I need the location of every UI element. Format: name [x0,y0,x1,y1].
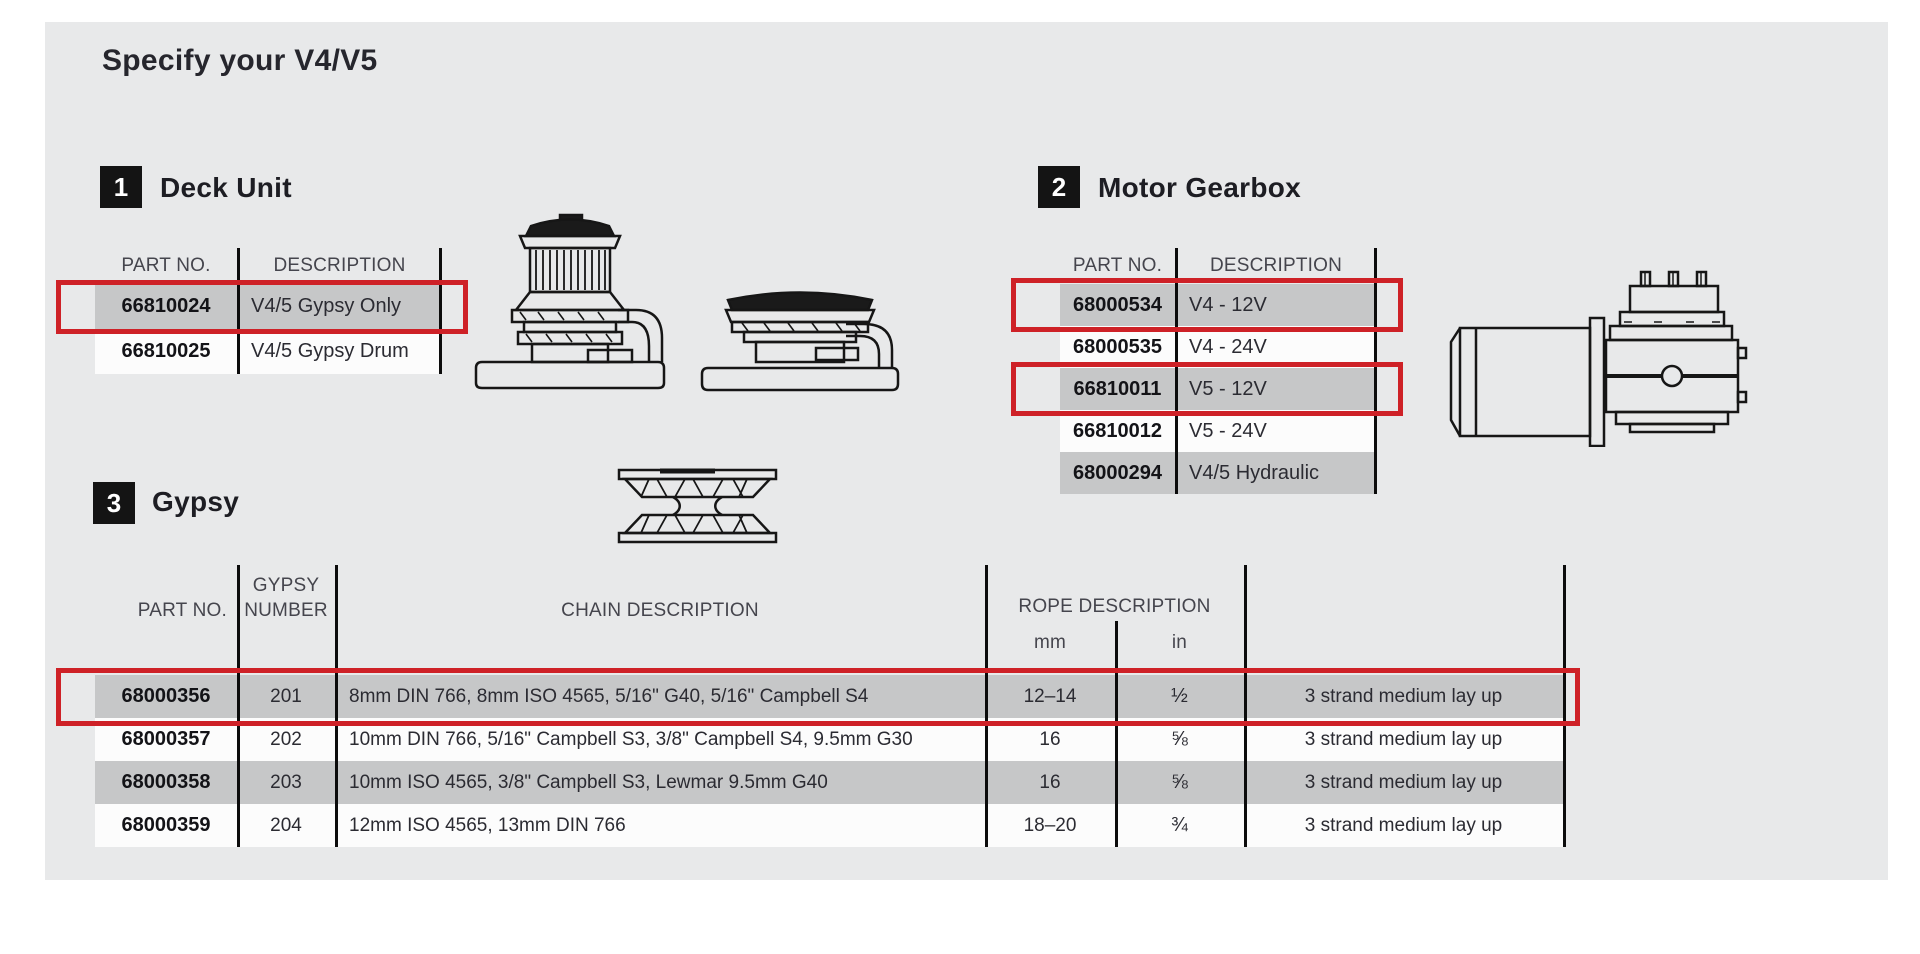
description-cell: V5 - 12V [1189,377,1267,400]
deck-unit-header-row [95,248,442,284]
column-header-gypsy-line2: NUMBER [244,600,328,621]
table-row [1060,368,1377,410]
table-right-rule [439,248,442,374]
column-header-in: in [1171,632,1188,653]
gypsy-number-cell: 204 [270,814,302,836]
rope-in-cell: ⅝ [1171,728,1188,750]
description-cell: V4/5 Gypsy Drum [251,340,409,362]
chain-description-cell: 8mm DIN 766, 8mm ISO 4565, 5/16" G40, 5/16" Campbell S4 [349,685,869,707]
gypsy-number-cell: 201 [270,685,302,707]
column-divider [237,565,240,847]
table-row [95,329,442,374]
gypsy-spool-drawing [615,466,780,546]
table-right-rule [1563,565,1566,847]
table-row [95,675,1563,718]
chain-description-cell: 10mm DIN 766, 5/16" Campbell S3, 3/8" Campbell S4, 9.5mm G30 [349,728,913,750]
part-no-cell: 68000535 [1073,335,1162,358]
section-2-badge [1038,166,1080,208]
motor-gearbox-drawing [1438,262,1758,447]
description-cell: V4 - 12V [1189,293,1267,316]
table-row [1060,410,1377,452]
column-header-part-no: PART NO. [137,600,227,621]
section-1-number: 1 [113,171,129,202]
part-no-cell: 68000358 [121,771,211,793]
column-header-rope-description: ROPE DESCRIPTION [1018,596,1211,617]
rope-mm-cell: 12–14 [1023,685,1077,707]
description-cell: V4/5 Hydraulic [1189,461,1320,484]
section-3-number: 3 [106,487,122,518]
gypsy-number-cell: 202 [270,728,302,750]
column-header-part-no: PART NO. [1072,255,1163,276]
table-row [95,718,1563,761]
table-row [1060,284,1377,326]
rope-in-cell: ¾ [1171,814,1188,836]
section-title-motor-gearbox: Motor Gearbox [1098,172,1302,203]
column-divider [1175,248,1178,494]
motor-gearbox-table [1060,248,1377,494]
table-row [95,761,1563,804]
rope-type-cell: 3 strand medium lay up [1304,814,1503,836]
column-header-gypsy-line1: GYPSY [252,575,320,596]
part-no-cell: 68000534 [1073,293,1162,316]
windlass-gypsy-only-drawing [696,284,904,392]
gypsy-table [95,565,1566,847]
part-no-cell: 68000357 [121,728,211,750]
part-no-cell: 66810012 [1073,419,1162,442]
motor-gearbox-header-row [1060,248,1377,284]
table-row [1060,452,1377,494]
windlass-gypsy-drum-drawing [468,210,673,392]
page-title: Specify your V4/V5 [102,44,378,77]
rope-mm-cell: 16 [1039,771,1061,793]
table-row [95,284,442,329]
deck-unit-table [95,248,442,374]
description-cell: V5 - 24V [1189,419,1267,442]
section-1-badge [100,166,142,208]
part-no-cell: 66810025 [121,340,211,362]
table-right-rule [1374,248,1377,494]
column-header-mm: mm [1033,632,1067,653]
rope-type-cell: 3 strand medium lay up [1304,728,1503,750]
part-no-cell: 68000356 [121,685,211,707]
section-title-gypsy: Gypsy [152,486,240,517]
description-cell: V4/5 Gypsy Only [251,295,402,317]
mm-in-divider [1115,621,1118,847]
section-3-badge [93,482,135,524]
column-header-part-no: PART NO. [121,255,211,276]
table-row [1060,326,1377,368]
rope-type-cell: 3 strand medium lay up [1304,771,1503,793]
chain-description-cell: 10mm ISO 4565, 3/8" Campbell S3, Lewmar 9.5mm G40 [349,771,828,793]
part-no-cell: 66810024 [121,295,211,317]
column-divider [1244,565,1247,847]
part-no-cell: 68000294 [1073,461,1162,484]
rope-type-cell: 3 strand medium lay up [1304,685,1503,707]
chain-description-cell: 12mm ISO 4565, 13mm DIN 766 [349,814,626,836]
column-divider [237,248,240,374]
column-divider [985,565,988,847]
rope-mm-cell: 18–20 [1023,814,1077,836]
table-row [95,804,1563,847]
rope-in-cell: ½ [1171,685,1188,707]
gypsy-number-cell: 203 [270,771,302,793]
rope-in-cell: ⅝ [1171,771,1188,793]
section-title-deck-unit: Deck Unit [160,172,292,203]
column-divider [335,565,338,847]
column-header-description: DESCRIPTION [273,255,406,276]
rope-mm-cell: 16 [1039,728,1061,750]
column-header-chain-description: CHAIN DESCRIPTION [561,600,759,621]
part-no-cell: 66810011 [1073,377,1162,400]
description-cell: V4 - 24V [1189,335,1267,358]
section-2-number: 2 [1051,171,1067,202]
column-header-description: DESCRIPTION [1209,255,1343,276]
part-no-cell: 68000359 [121,814,211,836]
